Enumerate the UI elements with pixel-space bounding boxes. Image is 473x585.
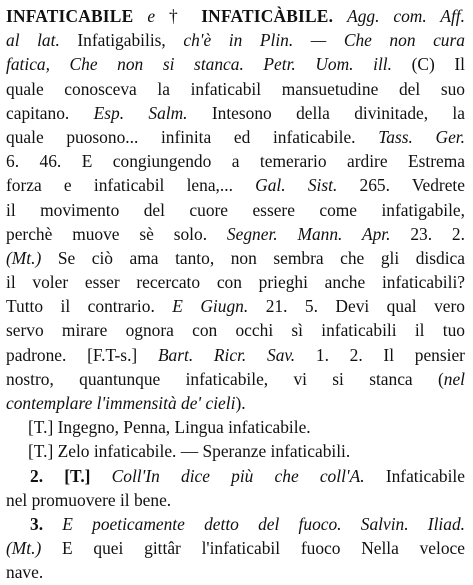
entry-line-22: 3. E poeticamente detto del fuoco. Salvin. Iliad. bbox=[30, 513, 465, 534]
headword: INFATICABILE bbox=[6, 6, 134, 26]
entry-line-8: forza e infaticabil lena,... Gal. Sist. 265. Vedrete bbox=[6, 175, 465, 196]
entry-line-5: capitano. Esp. Salm. Intesono della divinitade, la bbox=[6, 102, 465, 123]
entry-line-10: perchè muove sè solo. Segner. Mann. Apr. 23. 2. bbox=[6, 223, 465, 244]
entry-line-1 bbox=[6, 4, 465, 28]
entry-line-7: 6. 46. E congiungendo a temerario ardire Estrema bbox=[6, 151, 465, 172]
entry-line-13: Tutto il contrario. E Giugn. 21. 5. Devi qual vero bbox=[6, 296, 465, 317]
dagger-mark: † bbox=[169, 6, 188, 26]
entry-line-9: il movimento del cuore essere come infatigabile, bbox=[6, 199, 465, 220]
entry-line-16: nostro, quantunque infaticabile, vi si stanca (nel bbox=[6, 368, 465, 389]
entry-line-12: il voler esser recercato con prieghi anche infaticabili? bbox=[6, 272, 465, 293]
entry-line-11: (Mt.) Se ciò ama tanto, non sembra che gli disdica bbox=[6, 247, 465, 268]
entry-line-21: nel promuovere il bene. bbox=[6, 489, 172, 510]
entry-line-19: [T.] Zelo infaticabile. — Speranze infaticabili. bbox=[28, 441, 351, 462]
entry-line-24: nave. bbox=[6, 562, 44, 583]
entry-line-15: padrone. [F.T-s.] Bart. Ricr. Sav. 1. 2. Il pensier bbox=[6, 344, 465, 365]
entry-line-4: quale conosceva la infaticabil mansuetudine del suo bbox=[6, 78, 465, 99]
headword-variant: INFATICÀBILE. bbox=[201, 6, 334, 26]
conjunction: e bbox=[147, 6, 156, 26]
entry-line-18: [T.] Ingegno, Penna, Lingua infaticabile. bbox=[28, 417, 311, 438]
entry-line-17: contemplare l'immensità de' cieli). bbox=[6, 393, 246, 413]
entry-line-3: fatica, Che non si stanca. Petr. Uom. ill. (C) Il bbox=[6, 54, 465, 75]
entry-line-23: (Mt.) E quei gittâr l'infaticabil fuoco Nella veloce bbox=[6, 538, 465, 559]
entry-line-2: al lat. Infatigabilis, ch'è in Plin. — Che non cura bbox=[6, 30, 465, 51]
entry-line-14: servo mirare ognora con occhi sì infaticabili il tuo bbox=[6, 320, 465, 341]
grammar-label: Agg. com. Aff. bbox=[347, 6, 465, 26]
entry-line-6: quale puosono... infinita ed infaticabile. Tass. Ger. bbox=[6, 126, 465, 147]
entry-line-20: 2. [T.] Coll'In dice più che coll'A. Infaticabile bbox=[30, 465, 465, 486]
